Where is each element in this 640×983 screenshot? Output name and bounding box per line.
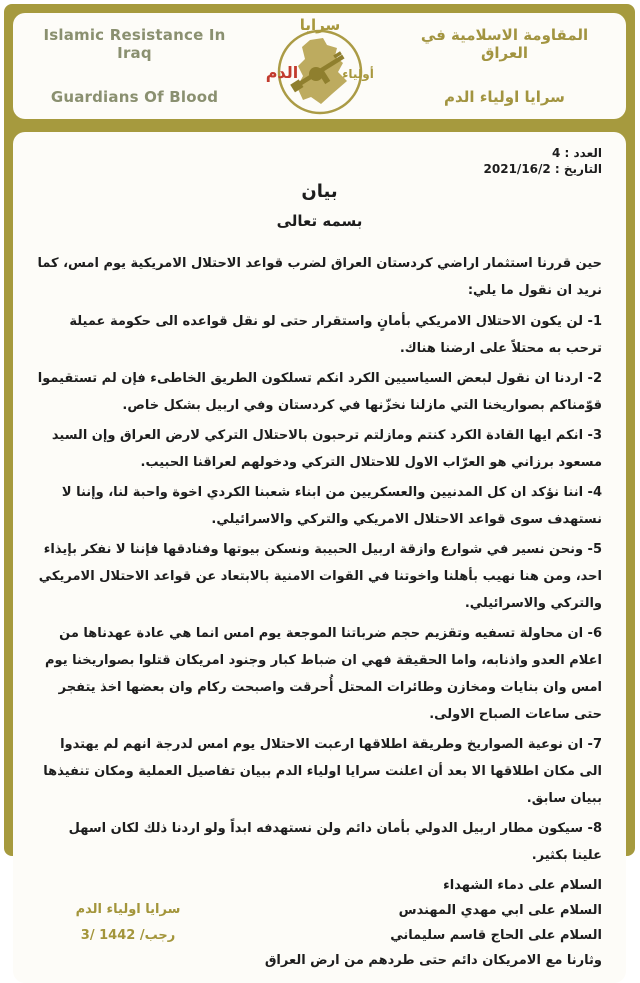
org-name-arabic bbox=[397, 26, 612, 106]
statement-footer bbox=[37, 873, 602, 973]
signature-name: سرايا اولياء الدم bbox=[75, 902, 181, 918]
logo-word-right: أولياء bbox=[341, 67, 374, 81]
statement-point-1: 1- لن يكون الاحتلال الامريكي بأمانٍ واستقرار حتى لو نقل قواعده الى حكومة عميلة ترحب به محتلاً على ارضنا هناك. bbox=[69, 314, 602, 357]
statement-points bbox=[37, 308, 602, 869]
issue-number: العدد : 4 bbox=[552, 146, 602, 160]
faction-logo bbox=[266, 14, 374, 118]
closing-line-2: السلام على ابي مهدي المهندس bbox=[398, 903, 602, 919]
statement-point-5: 5- ونحن نسير في شوارع وازقة اربيل الحبيبة ونسكن بيوتها وفنادقها فإننا لا نفكر بإيذاء احد، ومن هنا نهيب بأهلنا واخوتنا في القوات الامنية بالابتعاد عن قواعد الاحتلال الامريكي والتركي والاسرائيلي. bbox=[38, 542, 602, 612]
signature-date: 3/ رجب/ 1442 bbox=[80, 928, 176, 944]
statement-point-4: 4- اننا نؤكد ان كل المدنيين والعسكريين من ابناء شعبنا الكردي اخوة واحبة لنا، وإننا لا نستهدف سوى قواعد الاحتلال الامريكي والتركي والاسرائيلي. bbox=[61, 485, 602, 528]
letterhead bbox=[13, 13, 626, 119]
statement-point-3: 3- انكم ايها القادة الكرد كنتم ومازلتم ترحبون بالاحتلال التركي لارض العراق وإن السيد مسعود برزاني هو العرّاب الاول للاحتلال التركي ودخولهم لعراقنا الحبيب. bbox=[51, 428, 602, 471]
statement-point-7: 7- ان نوعية الصواريخ وطريقة اطلاقها ارعبت الاحتلال يوم امس لدرجة انهم لم يهتدوا الى مكان اطلاقها الا بعد أن اعلنت سرايا اولياء الدم ببيان تفاصيل العملية ومكان تنفيذها ببيان سابق. bbox=[43, 737, 602, 807]
logo-word-left: الدم bbox=[265, 63, 298, 82]
closing-line-1: السلام على دماء الشهداء bbox=[443, 878, 602, 894]
org-name-english bbox=[27, 26, 242, 106]
org-en-line2: Guardians Of Blood bbox=[50, 88, 219, 106]
signature-block bbox=[43, 897, 213, 949]
intro-paragraph: حين قررنا استثمار اراضي كردستان العراق لضرب قواعد الاحتلال الامريكية يوم امس، كما نريد ان نقول ما يلي: bbox=[37, 256, 602, 299]
logo-word-top: سرايا bbox=[299, 16, 340, 34]
statement-point-6: 6- ان محاولة تسفيه وتقزيم حجم ضرباتنا الموجعة يوم امس انما هي عادة عهدناها من اعلام العدو واذنابه، واما الحقيقة فهي ان ضباط كبار وجنود امريكان قتلوا بصواريخنا يوم امس وان بنايات ومخازن وطائرات المحتل أُحرقت واصبحت ركام وان بعضها اخذ يتفجر حتى ساعات الصباح الاولى. bbox=[45, 626, 602, 723]
org-en-line1: Islamic Resistance In Iraq bbox=[43, 26, 226, 62]
document-meta bbox=[37, 145, 602, 177]
gold-frame bbox=[4, 4, 635, 969]
statement-title: بيان bbox=[301, 181, 338, 203]
org-ar-line2: سرايا اولياء الدم bbox=[444, 88, 565, 106]
basmala-line: بسمه تعالى bbox=[276, 212, 363, 231]
statement-point-2: 2- اردنا ان نقول لبعض السياسيين الكرد انكم تسلكون الطريق الخاطىء فإن لم تستقيموا قوّمناكم بصواريخنا التي مازلنا نخزّنها في كردستان وفي اربيل بشكل خاص. bbox=[37, 371, 602, 414]
document-date: التاريخ : 2021/16/2 bbox=[483, 162, 602, 177]
faction-emblem-icon bbox=[266, 14, 374, 118]
closing-line-4: وثارنا مع الامريكان دائم حتى طردهم من ارض العراق bbox=[264, 953, 602, 969]
closing-line-3: السلام على الحاج قاسم سليماني bbox=[390, 928, 602, 944]
org-ar-line1: المقاومة الاسلامية في العراق bbox=[420, 26, 589, 62]
statement-point-8: 8- سيكون مطار اربيل الدولي بأمان دائم ولن نستهدفه ابداً ولو اردنا ذلك لكان اسهل علينا بكثير. bbox=[68, 821, 602, 864]
statement-body bbox=[13, 132, 626, 983]
